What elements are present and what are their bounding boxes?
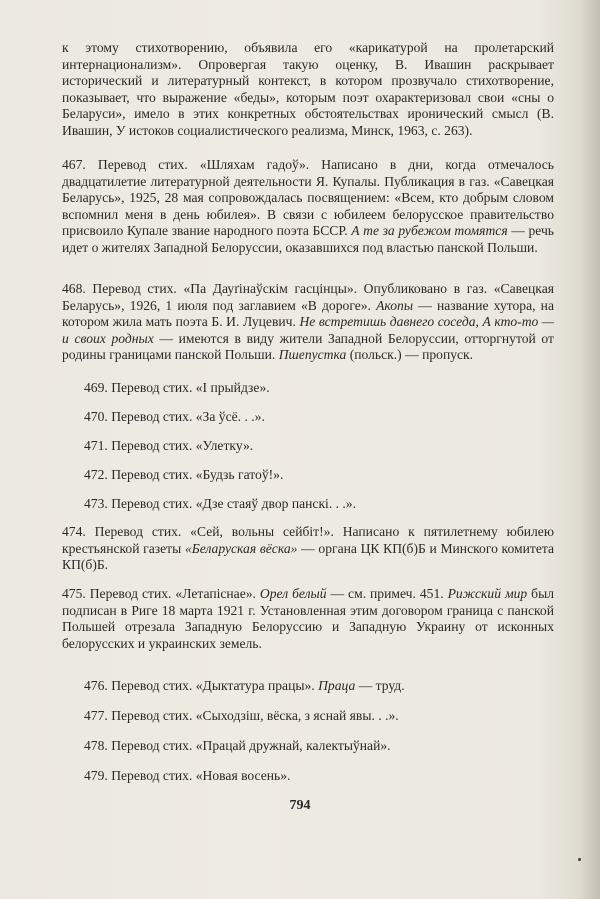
note-476 [84,678,405,695]
note-475-italic-orel: Орел белый [259,586,327,601]
note-467-italic: А те за рубежом томятся [351,223,508,238]
note-474-italic: «Беларуская вёска» [184,540,298,556]
note-475 [62,586,554,652]
continuation-text: к этому стихотворению, объявила его «карикатурой на пролетарский интернационализм». Опровергая такую оценку, В. Ивашин раскрывает исторический и литературный контекст, в котором прозвучало стихотворение, показывает, что выражение «беды», которым поэт охарактеризовал свои «сны о Беларуси», имело в этих конкретных обстоятельствах иронический смысл (В. Ивашин, У истоков социалистического реализма, Минск, 1963, с. 263). [62,40,554,138]
note-471: 471. Перевод стих. «Улетку». [84,438,254,453]
note-467 [62,157,554,256]
note-467-text-end: — речь идет о жителях Западной Белоруссии, оказавшихся под властью панской Польши. [62,223,554,255]
note-473: 473. Перевод стих. «Дзе стаяў двор панскі. . .». [84,496,357,511]
note-468-text-4: (польск.) — пропуск. [346,347,474,362]
page-number: 794 [289,798,311,813]
note-468-text-2: — название хутора, на котором жила мать поэта Б. И. Луцевич. [62,297,554,329]
note-475-text-2: — см. примеч. 451. [326,586,448,601]
page-edge-shadow [578,0,600,899]
note-466-continuation [62,40,554,139]
note-474-text: 474. Перевод стих. «Сей, вольны сейбіт!». Написано к пятилетнему юбилею крестьянской газеты [62,524,554,556]
note-470: 470. Перевод стих. «За ўсё. . .». [84,409,265,424]
note-476-italic: Праца [318,678,356,693]
note-475-italic-mir: Рижский мир [447,586,528,601]
note-476-text-end: — труд. [355,678,405,693]
note-468-italic-quote: Не встретишь давнего соседа, А кто-то — и своих родных [62,314,554,346]
note-474 [62,524,554,574]
note-474-text-end: — органа ЦК КП(б)Б и Минского комитета КП(б)Б. [62,540,554,572]
note-469: 469. Перевод стих. «І прыйдзе». [84,380,270,395]
note-477: 477. Перевод стих. «Сыходзіш, вёска, з яснай явы. . .». [84,708,399,723]
note-468-italic-akopy: Акопы [376,297,414,313]
print-speck [578,858,581,861]
note-476-text: 476. Перевод стих. «Дыктатура працы». [84,678,319,693]
note-468-text-3: — имеются в виду жители Западной Белоруссии, отторгнутой от родины границами панской Польши. [62,330,554,362]
note-468-text: 468. Перевод стих. «Па Дауґінаўскім гасцінцы». Опубликовано в газ. «Савецкая Беларусь», 1926, 1 июля под заглавием «В дороге». [62,281,554,313]
note-468-italic-pshepustka: Пшепустка [278,347,347,362]
note-472: 472. Перевод стих. «Будзь гатоў!». [84,467,284,482]
note-478: 478. Перевод стих. «Працай дружнай, калектыўнай». [84,738,391,753]
note-467-text: 467. Перевод стих. «Шляхам гадоў». Написано в дни, когда отмечалось двадцатилетие литературной деятельности Я. Купалы. Публикация в газ. «Савецкая Беларусь», 1925, 28 мая сопровождалась посвящением: «Всем, кто добрым словом вспомнил меня в день юбилея». В связи с юбилеем белорусское правительство присвоило Купале звание народного поэта БССР. [62,157,554,238]
note-479: 479. Перевод стих. «Новая восень». [84,768,291,783]
note-475-text: 475. Перевод стих. «Летапіснае». [62,586,260,601]
note-468 [62,281,554,364]
note-475-text-3: был подписан в Риге 18 марта 1921 г. Установленная этим договором граница с панской Польшей отрезала Западную Белоруссию и Западную Украину от исконных белорусских и украинских земель. [62,586,555,651]
